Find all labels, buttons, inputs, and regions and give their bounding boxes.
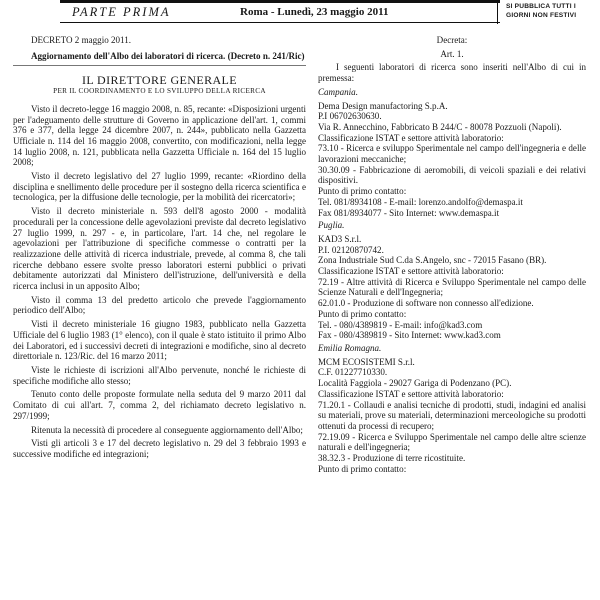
lab-classification-heading: Classificazione ISTAT e settore attività laboratorio: [318,388,504,399]
publication-notice-box [497,0,600,24]
lab-contact-heading: Punto di primo contatto: [318,308,407,319]
separator-line [13,65,306,66]
left-column [13,35,306,463]
recital-paragraph: Visti il decreto ministeriale 16 giugno 1983, pubblicato nella Gazzetta Ufficiale del 6 luglio 1983 (1° elenco), con il quale è stato istituito il primo Albo dei Laboratori, ed i successivi decreti di integrazioni e modifiche, sino al decreto direttoriale n. 123/Ric. del 16 marzo 2011; [13,319,306,362]
lab-activity: 73.10 - Ricerca e sviluppo Sperimentale nel campo dell'ingegneria e delle lavorazioni meccaniche; [318,143,586,165]
publication-notice-line: GIORNI NON FESTIVI [506,12,577,19]
lab-activity: 72.19 - Altre attività di Ricerca e Sviluppo Sperimentale nel campo delle Scienze Naturali e dell'Ingegneria; [318,276,586,298]
lab-activity: 72.19.09 - Ricerca e Sviluppo Sperimentale nel campo delle altre scienze naturali e dell'ingegneria; [318,431,586,453]
page-header [0,0,600,24]
lab-activity: 62.01.0 - Produzione di software non connesso all'edizione. [318,298,534,309]
recital-paragraph: Visto il decreto-legge 16 maggio 2008, n. 85, recante: «Disposizioni urgenti per l'adeguamento delle strutture di Governo in applicazione dell'art. 1, commi 376 e 377, della legge 24 dicembre 2007, n. 244», pubblicato nella Gazzetta Ufficiale n. 114 del 16 maggio 2008, convertito, con modificazioni, nella legge 14 luglio 2008, n. 121, pubblicata nella Gazzetta Ufficiale n. 164 del 15 luglio 2008; [13,103,306,168]
decree-subject: Aggiornamento dell'Albo dei laboratori di ricerca. (Decreto n. 241/Ric) [31,50,305,61]
lab-name: Dema Design manufactoring S.p.A. [318,100,448,111]
region-label: Emilia Romagna. [318,342,382,353]
lab-contact: Tel. - 080/4389819 - E-mail: info@kad3.com [318,319,483,330]
lab-contact: Tel. 081/8934108 - E-mail: lorenzo.andolfo@demaspa.it [318,196,523,207]
lab-address: Località Faggiola - 29027 Gariga di Podenzano (PC). [318,378,512,389]
lab-name: MCM ECOSISTEMI S.r.l. [318,356,415,367]
lab-entry-campania [318,87,586,218]
header-top-rule [60,0,500,3]
lab-vat: P.I 06702630630. [318,111,382,122]
lab-address: Via R. Annecchino, Fabbricato B 244/C - 80078 Pozzuoli (Napoli). [318,121,562,132]
recital-paragraph: Visti gli articoli 3 e 17 del decreto legislativo n. 29 del 3 febbraio 1993 e successive modifiche ed integrazioni; [13,438,306,459]
lab-classification-heading: Classificazione ISTAT e settore attività laboratorio: [318,132,504,143]
right-column [318,35,586,474]
article-heading: Art. 1. [440,48,464,59]
decree-date: DECRETO 2 maggio 2011. [31,35,132,45]
article-intro: I seguenti laboratori di ricerca sono inseriti nell'Albo di cui in premessa: [318,62,586,84]
lab-contact-heading: Punto di primo contatto: [318,186,407,197]
director-title: IL DIRETTORE GENERALE [81,73,238,88]
decreta-heading: Decreta: [436,35,468,45]
recital-paragraph: Visto il decreto ministeriale n. 593 dell'8 agosto 2000 - modalità procedurali per la concessione delle agevolazioni previste dal decreto legislativo 27 luglio 1999, n. 297 - e, in particolare, l'art. 14 che, nel regolare le agevolazioni per l'attribuzione di specifiche commesse o contratti per la realizzazione delle attività di ricerca industriale, prevede, al comma 8, che tali ricerche debbano essere svolte presso laboratori esterni pubblici o privati debitamente autorizzati dal Ministero dell'istruzione, dell'università e della ricerca inclusi in un apposito Albo; [13,206,306,292]
lab-contact: Fax - 080/4389819 - Sito Internet: www.kad3.com [318,330,501,341]
lab-activity: 71.20.1 - Collaudi e analisi tecniche di prodotti, studi, indagini ed analisi su materiali, prove su materiali, determinazioni merceologiche su prodotti ottenuti da processi di recupero; [318,399,586,431]
region-label: Campania. [318,86,358,97]
lab-contact-heading: Punto di primo contatto: [318,463,407,474]
section-label: PARTE PRIMA [72,5,171,19]
region-label: Puglia. [318,220,345,231]
lab-name: KAD3 S.r.l. [318,233,362,244]
lab-entry-emilia-romagna [318,343,586,474]
recital-paragraph: Visto il decreto legislativo del 27 luglio 1999, recante: «Riordino della disciplina e snellimento delle procedure per il sostegno della ricerca scientifica e tecnologica, per la diffusione delle tecnologie, per la mobilità dei ricercatori»; [13,171,306,203]
recital-paragraph: Viste le richieste di iscrizioni all'Albo pervenute, nonché le richieste di specifiche modifiche allo stesso; [13,364,306,386]
director-subtitle: PER IL COORDINAMENTO E LO SVILUPPO DELLA RICERCA [53,87,266,96]
lab-entry-puglia [318,220,586,341]
lab-activity: 38.32.3 - Produzione di terre ricostituite. [318,453,466,464]
recital-paragraph: Ritenuta la necessità di procedere al conseguente aggiornamento dell'Albo; [31,424,303,435]
publication-notice-line: SI PUBBLICA TUTTI I [506,3,576,10]
lab-activity: 30.30.09 - Fabbricazione di aeromobili, di veicoli spaziali e dei relativi dispositivi. [318,164,586,186]
lab-address: Zona Industriale Sud C.da S.Angelo, snc - 72015 Fasano (BR). [318,255,547,266]
recital-paragraph: Tenuto conto delle proposte formulate nella seduta del 9 marzo 2011 dal Comitato di cui all'art. 7, comma 2, del richiamato decreto legislativo n. 297/1999; [13,389,306,421]
lab-vat: P.I. 02120870742. [318,244,384,255]
publication-date: Roma - Lunedì, 23 maggio 2011 [240,6,389,18]
lab-classification-heading: Classificazione ISTAT e settore attività laboratorio: [318,266,504,277]
header-bottom-rule [60,22,500,23]
lab-contact: Fax 081/8934077 - Sito Internet: www.demaspa.it [318,207,500,218]
lab-fiscal-code: C.F. 01227710330. [318,367,388,378]
recital-paragraph: Visto il comma 13 del predetto articolo che prevede l'aggiornamento periodico dell'Albo; [13,294,306,316]
